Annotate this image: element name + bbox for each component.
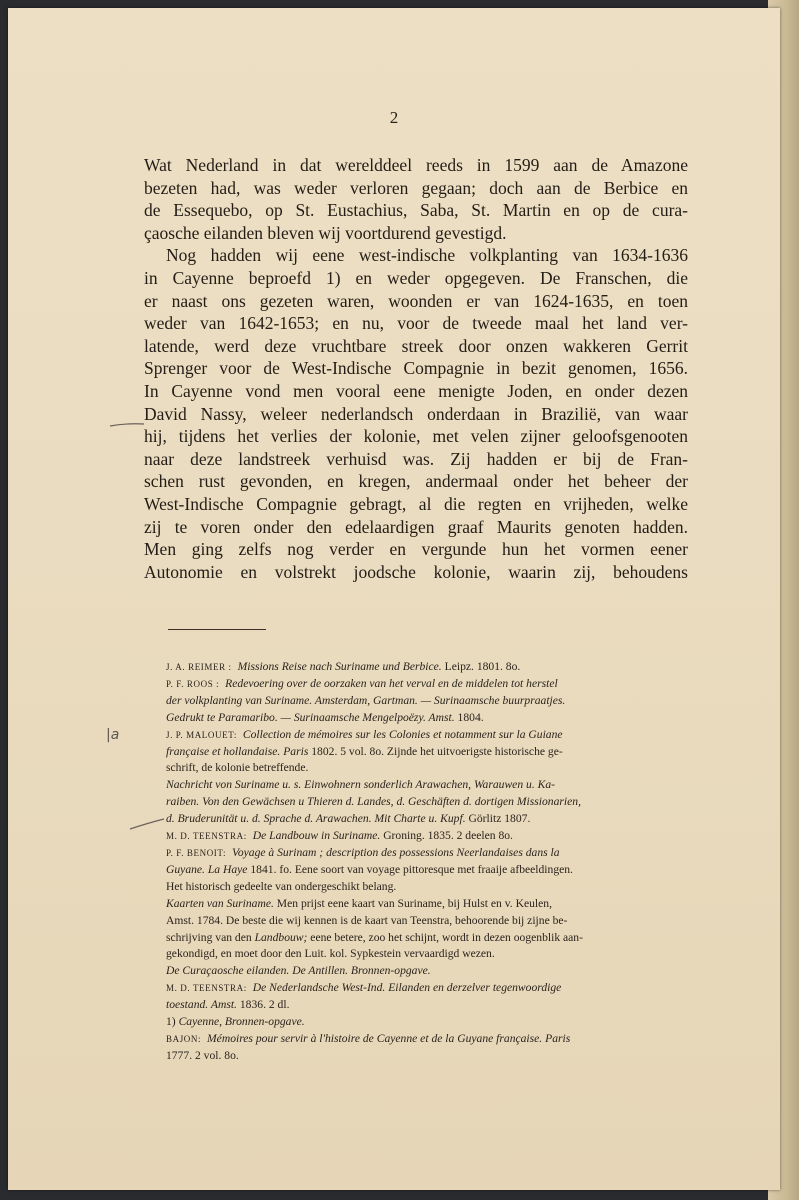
pencil-dash-mark (108, 420, 148, 430)
body-text (144, 154, 688, 583)
footnote-text: Redevoering over de oorzaken van het verval en de middelen tot herstel (225, 676, 558, 690)
footnote-imprint: 1777. 2 vol. 8o. (166, 1048, 239, 1062)
footnote-author: P. F. BENOIT: (166, 847, 227, 858)
body-line: latende, werd deze vruchtbare streek door onzen wakkeren Gerrit (144, 335, 688, 356)
footnote-number: 1) (166, 1015, 176, 1029)
footnote-reimer (166, 659, 680, 676)
body-line: Sprenger voor de West-Indische Compagnie in bezit genomen, 1656. (144, 358, 688, 379)
footnote-text: Guyane. La Haye (166, 862, 248, 876)
footnote-text: Men prijst eene kaart van Suriname, bij Hulst en v. Keulen, (276, 896, 552, 910)
footnote-benoit (166, 845, 680, 896)
footnote-text: toestand. Amst. (166, 998, 237, 1012)
footnote-title: Missions Reise nach Suriname und Berbice. (237, 660, 442, 673)
body-line: de Essequebo, op St. Eustachius, Saba, St. Martin en op de cura- (144, 200, 688, 221)
footnote-text: Voyage à Surinam ; description des possessions Neerlandaises dans la (232, 845, 560, 859)
body-line: weder van 1642-1653; en nu, voor de tweede maal het land ver- (144, 313, 688, 334)
footnote-imprint: 1836. 2 dl. (239, 998, 290, 1012)
body-line: zij te voren onder den edelaardigen graaf Maurits genoten hadden. (144, 516, 688, 537)
footnote-imprint: Görlitz 1807. (468, 812, 531, 826)
body-line: Nog hadden wij eene west-indische volkplanting van 1634-1636 (166, 245, 688, 266)
footnote-text: gekondigd, en moet door den Luit. kol. Sypkestein vervaardigd wezen. (166, 947, 495, 961)
footnote-text: Het historisch gedeelte van ondergeschikt belang. (166, 879, 397, 893)
footnote-text: Amst. 1784. De beste die wij kennen is de kaart van Teenstra, behoorende bij zijne be- (166, 913, 568, 927)
footnote-text: Collection de mémoires sur les Colonies et notamment sur la Guiane (242, 727, 563, 741)
footnote-author: M. D. TEENSTRA: (166, 983, 247, 994)
footnote-nachricht (166, 777, 680, 828)
footnote-cayenne (166, 1014, 680, 1031)
footnote-text: eene betere, zoo het schijnt, wordt in dezen oogenblik aan- (310, 930, 583, 944)
body-line: Wat Nederland in dat werelddeel reeds in 1599 aan de Amazone (144, 155, 688, 175)
footnote-title: Kaarten van Suriname. (166, 896, 274, 910)
footnote-malouet (166, 727, 680, 778)
footnote-title: De Landbouw in Suriname. (252, 829, 381, 843)
footnote-teenstra-landbouw (166, 828, 680, 845)
footnote-rule (168, 629, 266, 630)
footnote-text: Nachricht von Suriname u. s. Einwohnern sonderlich Arawachen, Warauwen u. Ka- (166, 778, 556, 792)
footnote-text: De Nederlandsche West-Ind. Eilanden en derzelver tegenwoordige (252, 981, 562, 995)
footnote-text: De Curaçaosche eilanden. De Antillen. Bronnen-opgave. (166, 964, 431, 978)
footnote-author: J. A. REIMER : (166, 662, 232, 672)
footnote-author: J. P. MALOUET: (166, 729, 237, 740)
footnote-text: schrijving van den (166, 930, 252, 944)
footnote-text: raiben. Von den Gewächsen u Thieren d. Landes, d. Geschäften d. dortigen Missionarien, (166, 795, 581, 809)
footnote-text: Mémoires pour servir à l'histoire de Cayenne et de la Guyane française. Paris (207, 1031, 571, 1045)
body-line: David Nassy, weleer nederlandsch onderdaan in Brazilië, van waar (144, 403, 688, 424)
footnote-text: der volkplanting van Suriname. Amsterdam, Gartman. — Surinaamsche buurpraatjes. (166, 693, 566, 707)
pencil-margin-letter: |a (106, 727, 120, 743)
footnote-text: schrift, de kolonie betreffende. (166, 761, 309, 775)
footnote-curacao (166, 963, 680, 980)
body-line: Men ging zelfs nog verder en vergunde hun het vormen eener (144, 539, 688, 560)
footnote-author: P. F. ROOS : (166, 678, 220, 689)
footnote-roos (166, 676, 680, 727)
body-line: hij, tijdens het verlies der kolonie, met velen zijner geloofsgenooten (144, 426, 688, 447)
footnote-kaarten (166, 896, 680, 964)
footnote-imprint: Groning. 1835. 2 deelen 8o. (383, 829, 513, 843)
page-number: 2 (389, 108, 399, 127)
footnote-imprint: 1841. fo. Eene soort van voyage pittoresque met fraaije afbeeldingen. (250, 862, 573, 876)
footnote-text: française et hollandaise. Paris (166, 744, 309, 758)
body-line: çaosche eilanden bleven wij voortdurend gevestigd. (144, 222, 507, 243)
footnote-text: Landbouw; (254, 930, 308, 944)
body-line: in Cayenne beproefd 1) en weder opgegeven. De Franschen, die (144, 267, 688, 288)
footnote-imprint: Leipz. 1801. 8o. (444, 660, 521, 673)
footnote-author: BAJON: (166, 1033, 202, 1044)
footnote-teenstra-eilanden (166, 980, 680, 1014)
footnote-author: M. D. TEENSTRA: (166, 831, 247, 842)
pencil-dash-mark (128, 817, 168, 831)
document-page (8, 8, 780, 1190)
body-line: bezeten had, was weder verloren gegaan; doch aan de Berbice en (144, 177, 688, 198)
body-line: schen rust gevonden, en kregen, andermaal onder het beheer der (144, 471, 688, 492)
footnotes (166, 659, 680, 1065)
footnote-imprint: 1804. (457, 710, 484, 724)
body-line: West-Indische Compagnie gebragt, al die regten en vrijheden, welke (144, 493, 688, 514)
footnote-bajon (166, 1031, 680, 1065)
footnote-text: Cayenne, Bronnen-opgave. (178, 1015, 305, 1029)
footnote-text: Gedrukt te Paramaribo. — Surinaamsche Mengelpoëzy. Amst. (166, 710, 455, 724)
body-line: Autonomie en volstrekt joodsche kolonie, waarin zij, behoudens (144, 561, 688, 582)
body-line: er naast ons gezeten waren, woonden er van 1624-1635, en toen (144, 290, 688, 311)
body-line: naar deze landstreek verhuisd was. Zij hadden er bij de Fran- (144, 448, 688, 469)
footnote-imprint: 1802. 5 vol. 8o. Zijnde het uitvoerigste historische ge- (311, 744, 563, 758)
footnote-text: d. Bruderunität u. d. Sprache d. Arawachen. Mit Charte u. Kupf. (166, 812, 466, 826)
body-line: In Cayenne vond men vooral eene menigte Joden, en onder dezen (144, 380, 688, 401)
